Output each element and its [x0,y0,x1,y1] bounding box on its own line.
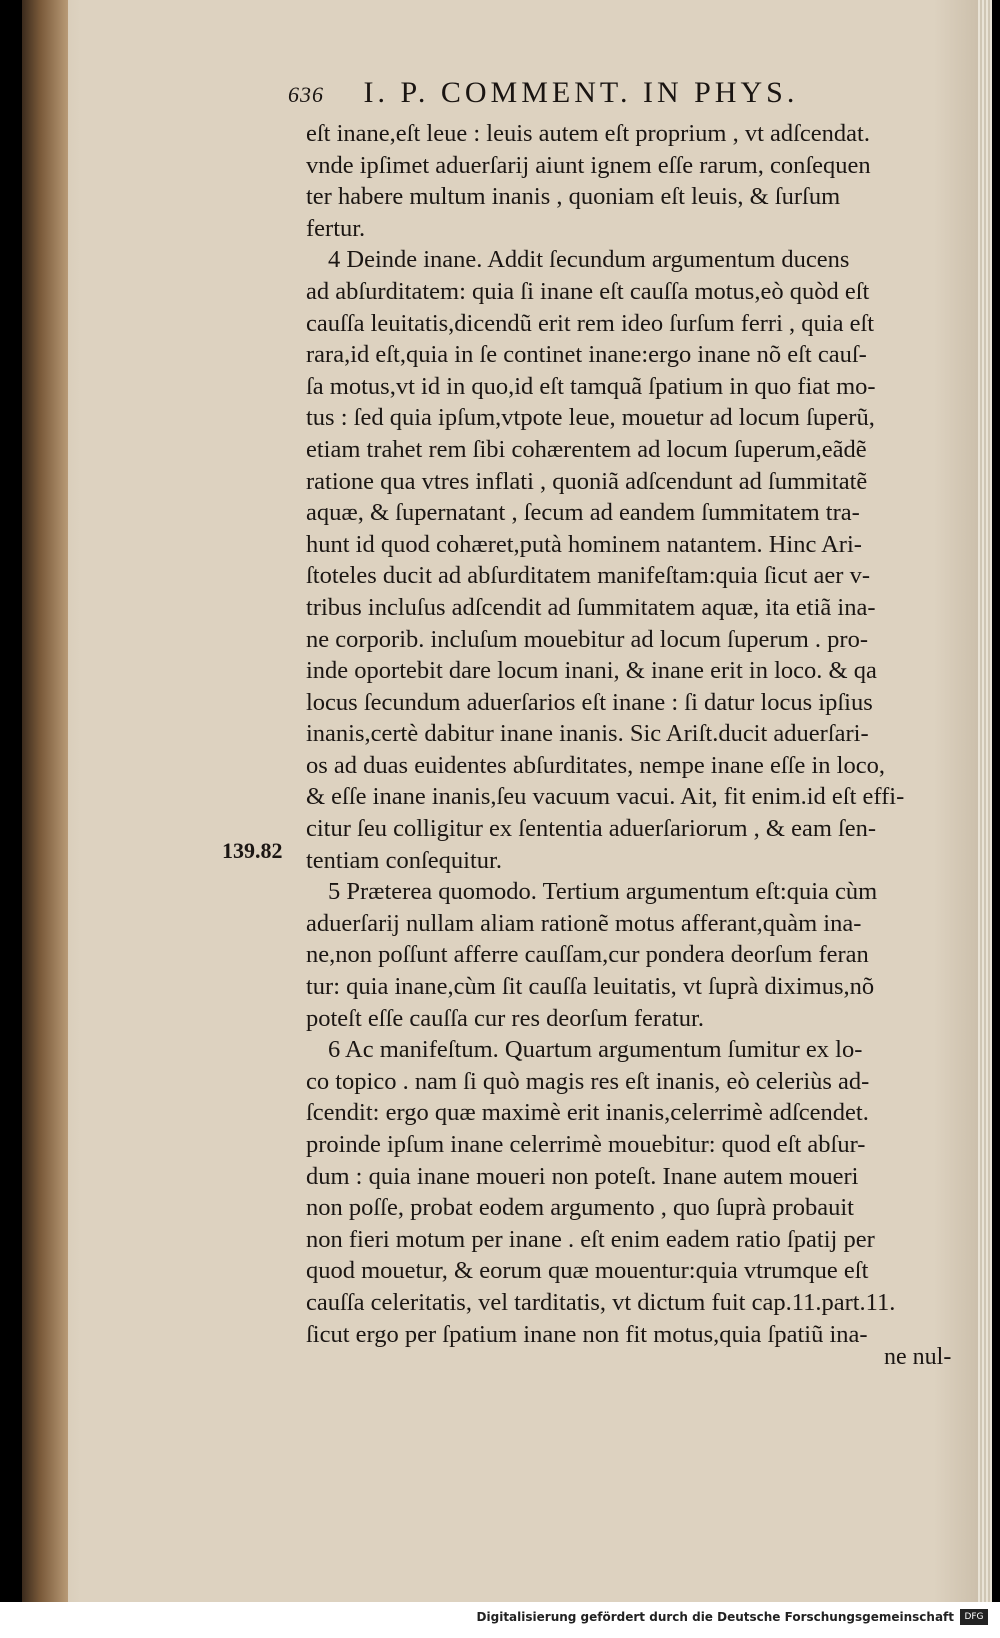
text-line: etiam trahet rem ſibi cohærentem ad locum ſuperum,eãdẽ [306,435,867,463]
text-line: poteſt eſſe cauſſa cur res deorſum feratur. [306,1004,704,1032]
text-line: hunt id quod cohæret,putà hominem natantem. Hinc Ari- [306,530,862,558]
text-line: ratione qua vtres inflati , quoniã adſcendunt ad ſummitatẽ [306,467,868,495]
text-line: inde oportebit dare locum inani, & inane erit in loco. & qa [306,657,877,685]
text-line: locus ſecundum aduerſarios eſt inane : ſi datur locus ipſius [306,688,873,716]
text-line: citur ſeu colligitur ex ſententia aduerſariorum , & eam ſen- [306,815,877,843]
text-line: vnde ipſimet aduerſarij aiunt ignem eſſe rarum, conſequen [306,151,871,179]
footer-bar [0,1602,1000,1638]
text-line: aquæ, & ſupernatant , ſecum ad eandem ſummitatem tra- [306,499,860,527]
text-line: fertur. [306,214,366,242]
text-line: aduerſarij nullam aliam rationẽ motus afferant,quàm ina- [306,909,862,937]
main-text [306,118,970,1350]
text-line: ſicut ergo per ſpatium inane non fit motus,quia ſpatiũ ina- [306,1320,868,1348]
text-line: os ad duas euidentes abſurditates, nempe inane eſſe in loco, [306,751,885,779]
text-line: cauſſa celeritatis, vel tarditatis, vt dictum fuit cap.11.part.11. [306,1288,896,1316]
dfg-logo: DFG [960,1609,988,1625]
catchword: ne nul- [884,1344,952,1370]
text-line: ſtoteles ducit ad abſurditatem manifeſtam:quia ſicut aer v- [306,562,870,590]
text-line: 6 Ac manifeſtum. Quartum argumentum ſumitur ex lo- [328,1036,863,1064]
text-line: ter habere multum inanis , quoniam eſt leuis, & ſurſum [306,183,841,211]
text-line: ne corporib. incluſum mouebitur ad locum ſuperum . pro- [306,625,869,653]
text-line: tribus incluſus adſcendit ad ſummitatem aquæ, ita etiã ina- [306,593,876,621]
text-line: 5 Præterea quomodo. Tertium argumentum eſt:quia cùm [328,878,878,906]
text-line: dum : quia inane moueri non poteſt. Inane autem moueri [306,1162,859,1190]
text-line: proinde ipſum inane celerrimè mouebitur: quod eſt abſur- [306,1131,866,1158]
text-line: tur: quia inane,cùm ſit cauſſa leuitatis, vt ſuprà diximus,nõ [306,973,875,1001]
text-line: ad abſurditatem: quia ſi inane eſt cauſſa motus,eò quòd eſt [306,277,870,305]
funding-credit: Digitalisierung gefördert durch die Deutsche Forschungsgemeinschaft [476,1610,954,1624]
page-number: 636 [288,82,324,107]
text-line: rara,id eſt,quia in ſe continet inane:ergo inane nõ eſt cauſ- [306,341,867,369]
text-line: 4 Deinde inane. Addit ſecundum argumentum ducens [328,246,850,274]
text-line: inanis,certè dabitur inane inanis. Sic Ariſt.ducit aduerſari- [306,720,869,748]
text-line: quod mouetur, & eorum quæ mouentur:quia vtrumque eſt [306,1257,869,1285]
running-header [288,76,928,116]
text-line: non fieri motum per inane . eſt enim eadem ratio ſpatij per [306,1225,875,1253]
text-line: tentiam conſequitur. [306,846,502,874]
page-edge [978,0,992,1602]
text-line: non poſſe, probat eodem argumento , quo ſuprà probauit [306,1194,854,1222]
text-line: ſa motus,vt id in quo,id eſt tamquã ſpatium in quo fiat mo- [306,372,876,400]
text-line: ſcendit: ergo quæ maximè erit inanis,celerrimè adſcendet. [306,1099,869,1127]
text-line: ne,non poſſunt afferre cauſſam,cur pondera deorſum feran [306,941,869,969]
margin-note: 139.82 [222,838,283,863]
text-line: & eſſe inane inanis,ſeu vacuum vacui. Ait, fit enim.id eſt effi- [306,783,905,811]
text-line: cauſſa leuitatis,dicendũ erit rem ideo ſurſum ferri , quia eſt [306,309,875,337]
text-line: co topico . nam ſi quò magis res eſt inanis, eò celeriùs ad- [306,1067,870,1095]
text-line: tus : ſed quia ipſum,vtpote leue, mouetur ad locum ſuperũ, [306,404,875,432]
running-title: I. P. COMMENT. IN PHYS. [363,76,799,109]
book-spine [22,0,68,1602]
text-line: eſt inane,eſt leue : leuis autem eſt proprium , vt adſcendat. [306,120,870,147]
